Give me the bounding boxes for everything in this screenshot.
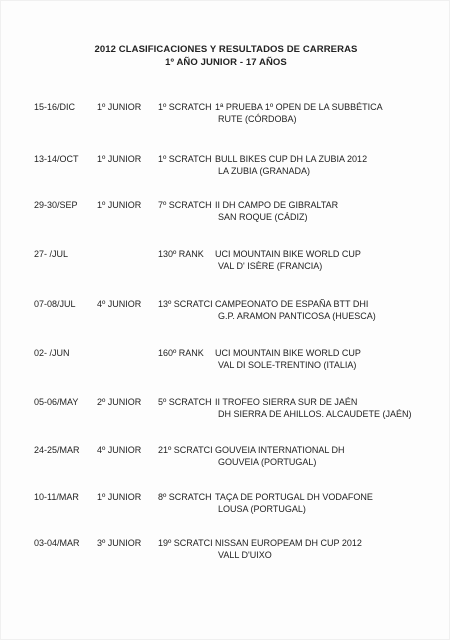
result-position: 1º SCRATCH — [158, 154, 212, 164]
result-category: 1º JUNIOR — [97, 154, 142, 164]
result-place: LOUSA (PORTUGAL) — [218, 504, 306, 514]
result-position: 7º SCRATCH — [158, 200, 212, 210]
result-entry — [1, 101, 450, 131]
result-date: 24-25/MAR — [34, 445, 80, 455]
result-category: 1º JUNIOR — [97, 492, 142, 502]
result-place: VAL D' ISÈRE (FRANCIA) — [218, 261, 323, 271]
result-event: II TROFEO SIERRA SUR DE JAÉN — [215, 397, 358, 407]
result-place: G.P. ARAMON PANTICOSA (HUESCA) — [218, 311, 376, 321]
result-entry — [1, 444, 450, 474]
result-position: 160º RANK — [158, 348, 204, 358]
result-place: DH SIERRA DE AHILLOS. ALCAUDETE (JAÉN) — [218, 409, 412, 419]
result-category: 1º JUNIOR — [97, 102, 142, 112]
result-event: CAMPEONATO DE ESPAÑA BTT DHI — [215, 299, 369, 309]
result-position: 19º SCRATCI — [158, 538, 213, 548]
result-date: 10-11/MAR — [34, 492, 79, 502]
document-title: 2012 CLASIFICACIONES Y RESULTADOS DE CARRERAS — [94, 44, 358, 55]
result-category: 1º JUNIOR — [97, 200, 142, 210]
result-event: II DH CAMPO DE GIBRALTAR — [215, 200, 339, 210]
result-date: 15-16/DIC — [34, 102, 76, 112]
result-position: 13º SCRATCI — [158, 299, 213, 309]
result-event: UCI MOUNTAIN BIKE WORLD CUP — [215, 348, 361, 358]
result-date: 13-14/OCT — [34, 154, 79, 164]
result-place: SAN ROQUE (CÁDIZ) — [218, 212, 308, 222]
result-entry — [1, 537, 450, 567]
result-place: VALL D'UIXO — [218, 550, 272, 560]
result-entry — [1, 153, 450, 183]
result-place: VAL DI SOLE-TRENTINO (ITALIA) — [218, 360, 357, 370]
result-event: GOUVEIA INTERNATIONAL DH — [215, 445, 345, 455]
result-entry — [1, 491, 450, 521]
result-date: 05-06/MAY — [34, 397, 79, 407]
result-entry — [1, 298, 450, 328]
result-event: 1ª PRUEBA 1º OPEN DE LA SUBBÉTICA — [215, 102, 383, 112]
result-position: 1º SCRATCH — [158, 102, 212, 112]
result-date: 27- /JUL — [34, 249, 69, 259]
result-position: 21º SCRATCI — [158, 445, 213, 455]
result-category: 4º JUNIOR — [97, 299, 142, 309]
result-date: 02- /JUN — [34, 348, 70, 358]
result-event: TAÇA DE PORTUGAL DH VODAFONE — [215, 492, 373, 502]
result-date: 29-30/SEP — [34, 200, 78, 210]
result-date: 03-04/MAR — [34, 538, 80, 548]
result-entry — [1, 347, 450, 377]
result-event: UCI MOUNTAIN BIKE WORLD CUP — [215, 249, 361, 259]
result-entry — [1, 248, 450, 278]
result-date: 07-08/JUL — [34, 299, 76, 309]
result-category: 4º JUNIOR — [97, 445, 142, 455]
result-category: 2º JUNIOR — [97, 397, 142, 407]
result-entry — [1, 396, 450, 426]
result-position: 130º RANK — [158, 249, 204, 259]
document-subtitle: 1º AÑO JUNIOR - 17 AÑOS — [165, 57, 287, 68]
result-category: 3º JUNIOR — [97, 538, 142, 548]
result-place: GOUVEIA (PORTUGAL) — [218, 457, 317, 467]
result-place: LA ZUBIA (GRANADA) — [218, 166, 311, 176]
result-place: RUTE (CÓRDOBA) — [218, 114, 297, 124]
result-position: 5º SCRATCH — [158, 397, 212, 407]
result-event: BULL BIKES CUP DH LA ZUBIA 2012 — [215, 154, 368, 164]
result-entry — [1, 199, 450, 229]
result-event: NISSAN EUROPEAM DH CUP 2012 — [215, 538, 362, 548]
result-position: 8º SCRATCH — [158, 492, 212, 502]
